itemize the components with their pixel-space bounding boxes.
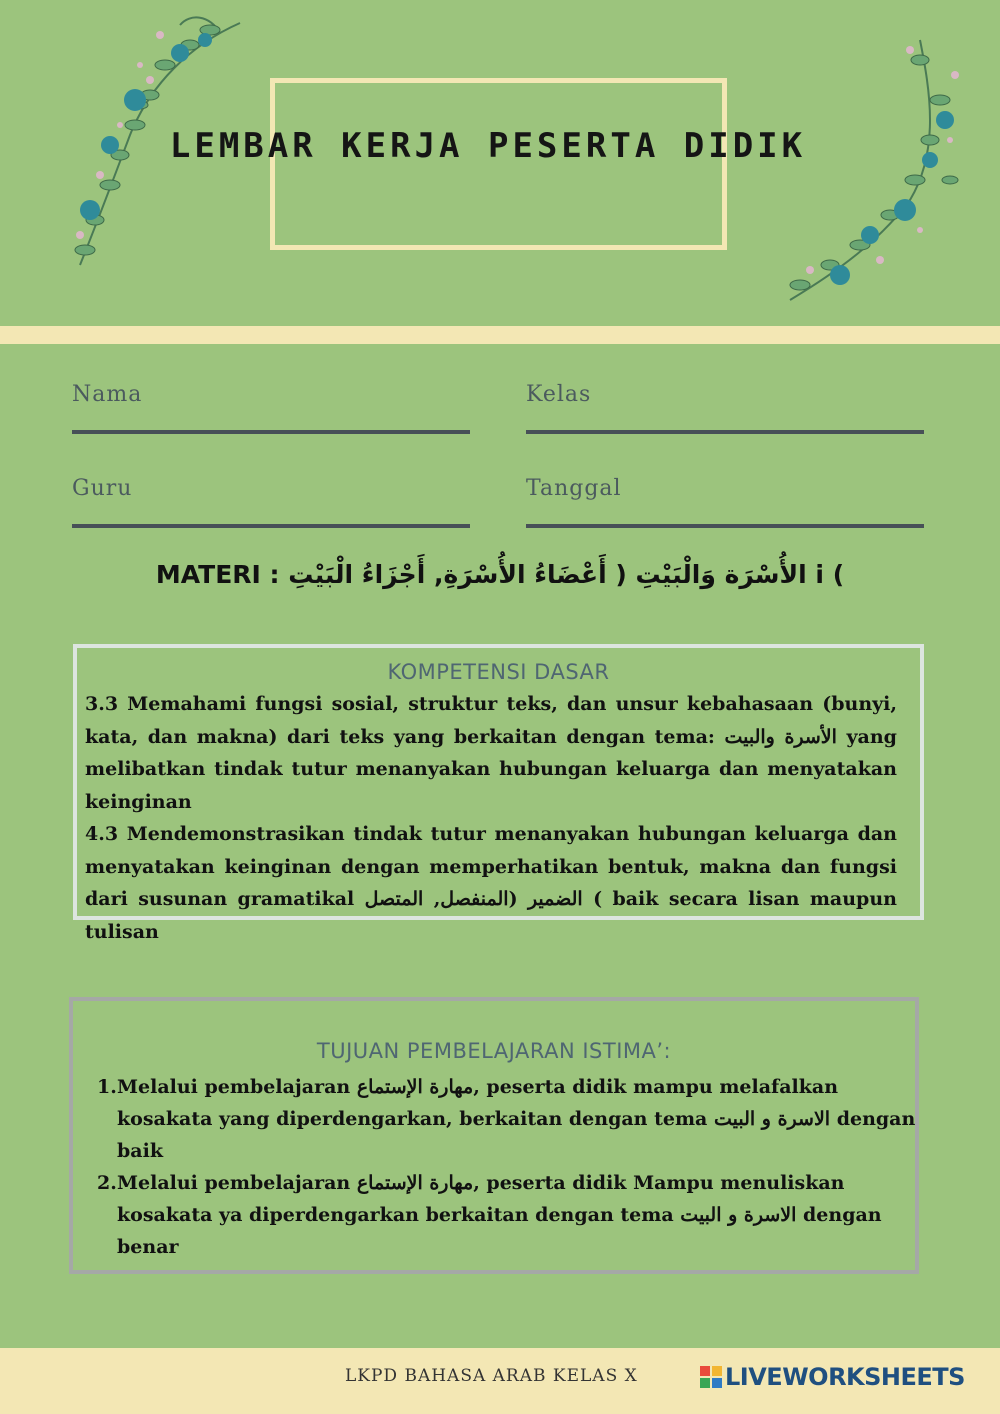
- guru-field[interactable]: [72, 476, 470, 516]
- tujuan-list: [97, 1071, 917, 1263]
- materi-suffix: i (: [815, 560, 845, 589]
- tujuan-2-arabic-1: مهارة الإستماع: [356, 1172, 474, 1194]
- materi-heading: [0, 560, 1000, 589]
- tujuan-2-text-c: dengan benar: [117, 1204, 882, 1258]
- kompetensi-dasar-text: [85, 688, 897, 948]
- list-item-number: 1.: [97, 1076, 117, 1098]
- kd-4-3-text-b: ( baik secara lisan maupun tulisan: [85, 888, 897, 943]
- kelas-line: [526, 430, 924, 434]
- nama-label: Nama: [72, 382, 143, 407]
- kd-3-3-text-a: 3.3 Memahami fungsi sosial, struktur teks, dan unsur kebahasaan (bunyi, kata, dan makna) dari teks yang berkaitan dengan tema:: [85, 693, 897, 748]
- brand-label: LIVEWORKSHEETS: [725, 1363, 965, 1391]
- tujuan-1-arabic-2: الاسرة و البيت: [714, 1108, 831, 1130]
- tujuan-1-text-c: dengan baik: [117, 1108, 916, 1162]
- kompetensi-dasar-box: [73, 644, 924, 943]
- floral-right-icon: [770, 30, 980, 310]
- liveworksheets-brand[interactable]: [700, 1363, 965, 1391]
- tujuan-pembelajaran-title: TUJUAN PEMBELAJARAN ISTIMA’:: [316, 1039, 672, 1063]
- tujuan-1-text-a: Melalui pembelajaran: [117, 1076, 351, 1098]
- footer-text: LKPD BAHASA ARAB KELAS X: [345, 1366, 638, 1386]
- liveworksheets-logo-icon: [700, 1366, 722, 1388]
- tujuan-2-arabic-2: الاسرة و البيت: [680, 1204, 797, 1226]
- kd-point-3-3: [85, 688, 897, 818]
- kd-4-3-text-a: 4.3 Mendemonstrasikan tindak tutur menanyakan hubungan keluarga dan menyatakan keinginan dengan memperhatikan bentuk, makna dan fungsi dari susunan gramatikal: [85, 823, 897, 910]
- list-item: [97, 1071, 917, 1167]
- tujuan-1-text-b: , peserta didik mampu melafalkan kosakata yang diperdengarkan, berkaitan dengan tema: [117, 1076, 839, 1130]
- tujuan-2-text-b: , peserta didik Mampu menuliskan kosakata ya diperdengarkan berkaitan dengan tema: [117, 1172, 845, 1226]
- list-item: [97, 1167, 917, 1263]
- tanggal-line: [526, 524, 924, 528]
- kd-4-3-arabic: الضمير (المنفصل, المتصل: [364, 888, 583, 910]
- page-header: [0, 0, 1000, 326]
- page-footer: [0, 1348, 1000, 1414]
- materi-arabic: الأُسْرَة وَالْبَيْتِ ( أَعْضَاءُ الأُسْرَةِ, أَجْزَاءُ الْبَيْتِ: [288, 560, 807, 589]
- kompetensi-dasar-title: KOMPETENSI DASAR: [387, 660, 610, 684]
- guru-line: [72, 524, 470, 528]
- kd-3-3-text-b: yang melibatkan tindak tutur menanyakan hubungan keluarga dan menyatakan keinginan: [85, 725, 897, 813]
- kelas-label: Kelas: [526, 382, 592, 407]
- nama-field[interactable]: [72, 382, 470, 422]
- nama-line: [72, 430, 470, 434]
- header-divider: [0, 326, 1000, 344]
- page-title: LEMBAR KERJA PESERTA DIDIK: [169, 126, 807, 166]
- kelas-field[interactable]: [526, 382, 924, 422]
- tujuan-1-arabic-1: مهارة الإستماع: [356, 1076, 474, 1098]
- kd-3-3-arabic: الأسرة والبيت: [724, 725, 837, 748]
- tanggal-label: Tanggal: [526, 476, 622, 501]
- tanggal-field[interactable]: [526, 476, 924, 516]
- kd-point-4-3: [85, 818, 897, 948]
- tujuan-pembelajaran-box: [69, 997, 919, 1274]
- list-item-number: 2.: [97, 1172, 117, 1194]
- materi-label: MATERI :: [155, 560, 280, 589]
- guru-label: Guru: [72, 476, 133, 501]
- tujuan-2-text-a: Melalui pembelajaran: [117, 1172, 351, 1194]
